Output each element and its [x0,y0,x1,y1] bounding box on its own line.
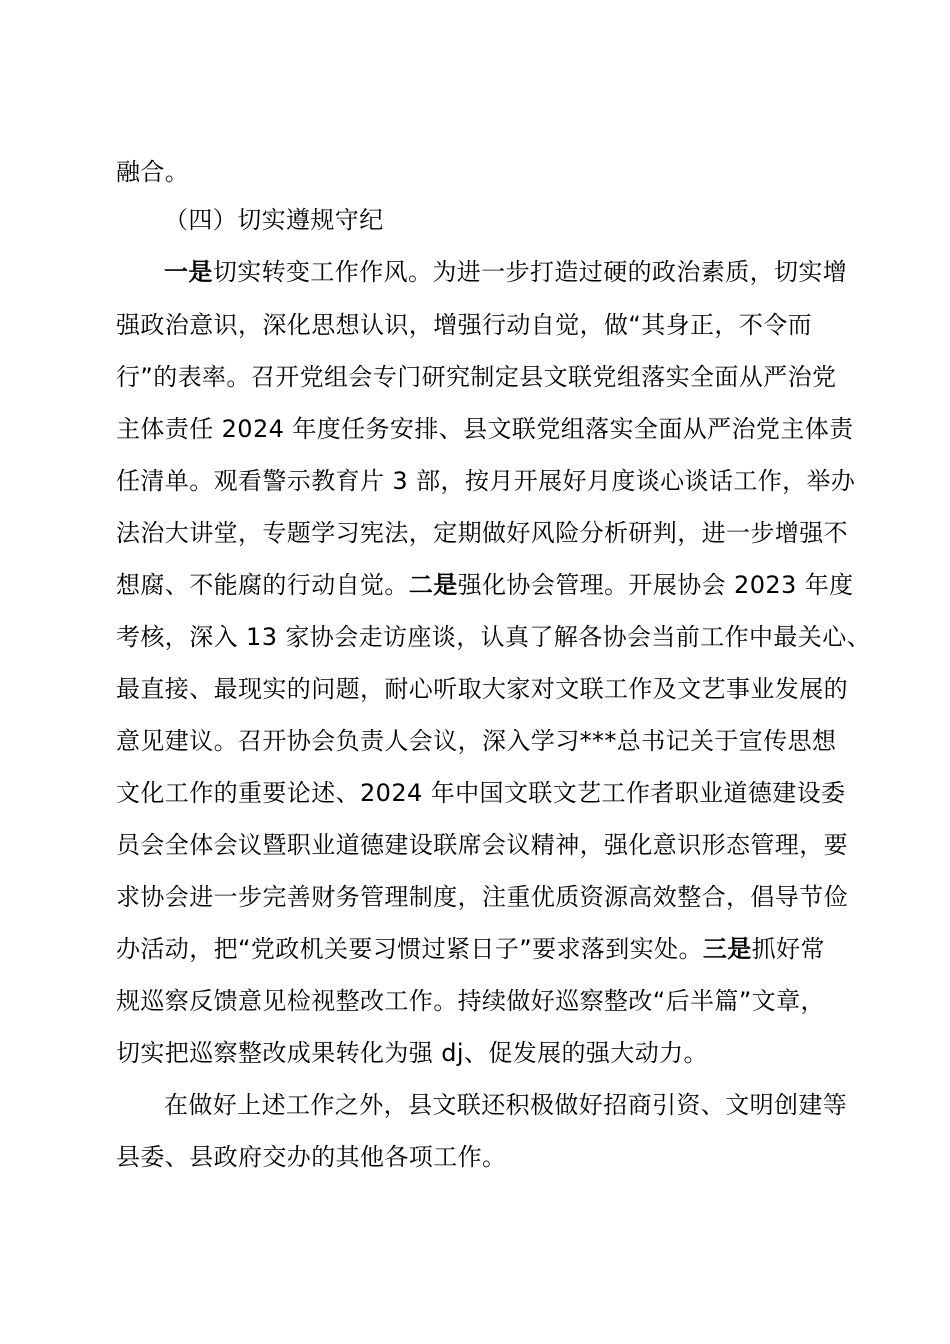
text-line: 意见建议。召开协会负责人会议，深入学习***总书记关于宣传思想 [116,727,837,755]
text-line [116,570,854,600]
text-line [164,257,847,287]
text-line: 任清单。观看警示教育片 3 部，按月开展好月度谈心谈话工作，举办 [116,467,856,495]
text-line: 法治大讲堂，专题学习宪法，定期做好风险分析研判，进一步增强不 [116,519,848,547]
bold-lead: 一是 [164,258,213,286]
text-line: 文化工作的重要论述、2024 年中国文联文艺工作者职业道德建设委 [116,779,846,807]
text-span: 想腐、不能腐的行动自觉。 [116,571,409,599]
text-line: 在做好上述工作之外，县文联还积极做好招商引资、文明创建等 [164,1091,848,1119]
text-line: 员会全体会议暨职业道德建设联席会议精神，强化意识形态管理，要 [116,831,848,859]
text-line: 考核，深入 13 家协会走访座谈，认真了解各协会当前工作中最关心、 [116,623,871,651]
text-line: 规巡察反馈意见检视整改工作。持续做好巡察整改“后半篇”文章， [116,987,825,1015]
text-span: 切实转变工作作风。为进一步打造过硬的政治素质，切实增 [212,258,848,286]
text-line: 求协会进一步完善财务管理制度，注重优质资源高效整合，倡导节俭 [116,883,848,911]
text-line: 行”的表率。召开党组会专门研究制定县文联党组落实全面从严治党 [116,363,837,391]
text-line: 融合。 [116,158,190,186]
text-span: 抓好常 [751,935,825,963]
bold-lead: 二是 [408,571,458,599]
text-line: 主体责任 2024 年度任务安排、县文联党组落实全面从严治党主体责 [116,415,854,443]
text-line: 强政治意识，深化思想认识，增强行动自觉，做“其身正，不令而 [116,311,813,339]
text-line: 最直接、最现实的问题，耐心听取大家对文联工作及文艺事业发展的 [116,675,848,703]
text-line: 切实把巡察整改成果转化为强 dj、促发展的强大动力。 [116,1039,708,1067]
section-heading: （四）切实遵规守纪 [164,206,384,234]
text-span: 办活动，把“党政机关要习惯过紧日子”要求落到实处。 [116,935,703,963]
text-line: 县委、县政府交办的其他各项工作。 [116,1143,507,1171]
bold-lead: 三是 [702,935,752,963]
text-line [116,934,825,964]
text-span: 强化协会管理。开展协会 2023 年度 [457,571,854,599]
